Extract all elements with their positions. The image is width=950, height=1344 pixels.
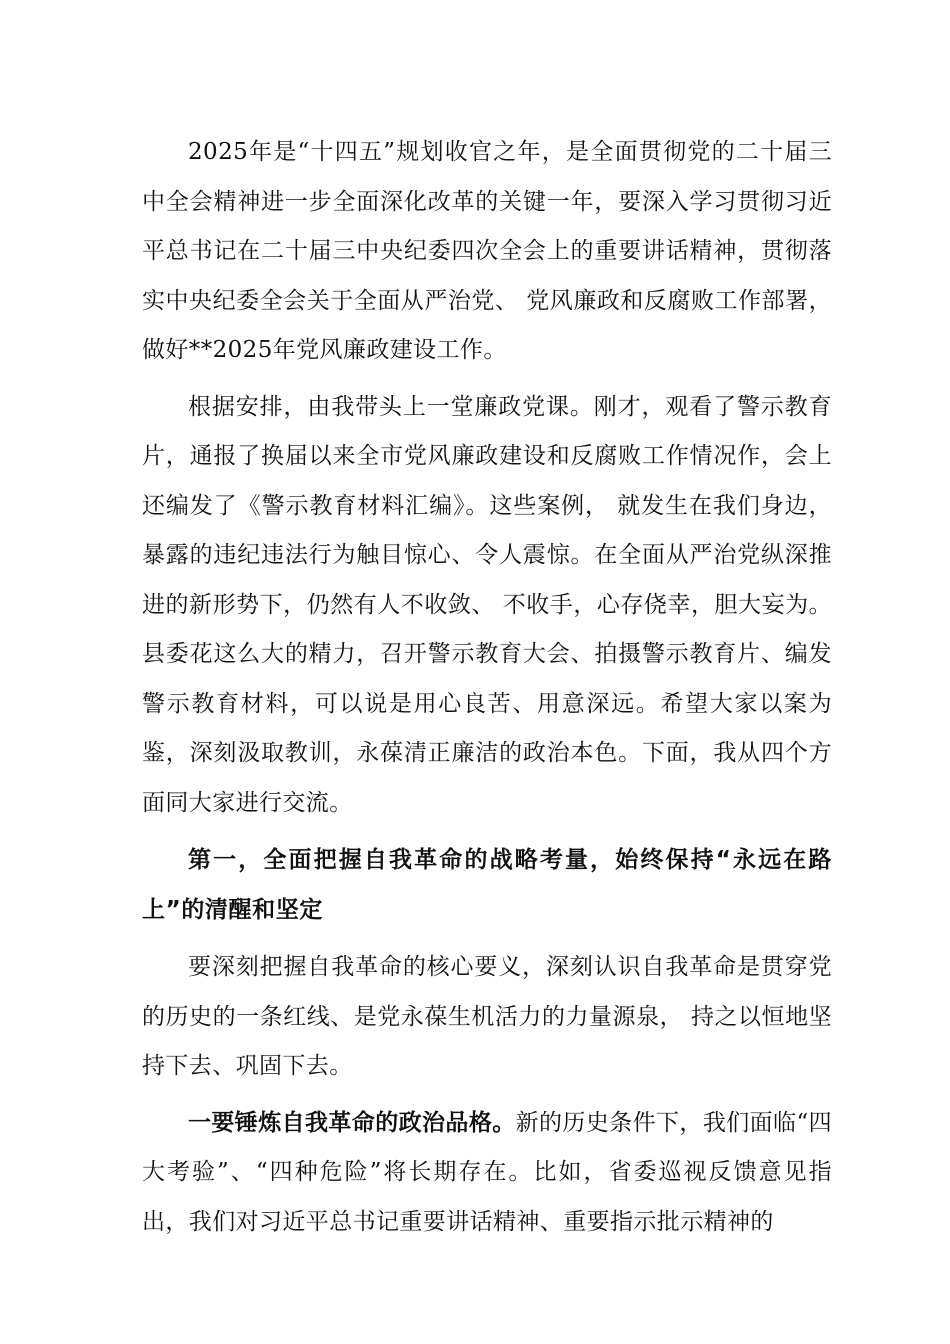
paragraph-political-character [142,1099,832,1248]
paragraph-lead-phrase: 一要锤炼自我革命的政治品格。 [188,1109,516,1136]
paragraph-context: 根据安排，由我带头上一堂廉政党课。刚才，观看了警示教育片，通报了换届以来全市党风廉政建设和反腐败工作情况作，会上还编发了《警示教育材料汇编》。这些案例， 就发生在我们身边，暴露的违纪违法行为触目惊心、令人震惊。在全面从严治党纵深推进的新形势下，仍然有人不收敛、 不收手，心存侥幸，胆大妄为。县委花这么大的精力，召开警示教育大会、拍摄警示教育片、编发警示教育材料，可以说是用心良苦、用意深远。希望大家以案为鉴，深刻汲取教训，永葆清正廉洁的政治本色。下面，我从四个方面同大家进行交流。 [142,393,832,816]
section-heading-first: 第一，全面把握自我革命的战略考量，始终保持“永远在路上”的清醒和坚定 [142,847,832,923]
document-body [142,128,832,1247]
paragraph-self-revolution: 要深刻把握自我革命的核心要义，深刻认识自我革命是贯穿党的历史的一条红线、是党永葆生机活力的力量源泉， 持之以恒地坚持下去、巩固下去。 [142,954,832,1079]
paragraph-body-text: 新的历史条件下，我们面临“四大考验”、“四种危险”将长期存在。比如，省委巡视反馈意见指出，我们对习近平总书记重要讲话精神、重要指示批示精神的 [142,1109,832,1235]
paragraph-intro: 2025年是“十四五”规划收官之年，是全面贯彻党的二十届三中全会精神进一步全面深化改革的关键一年，要深入学习贯彻习近平总书记在二十届三中央纪委四次全会上的重要讲话精神，贯彻落实中央纪委全会关于全面从严治党、 党风廉政和反腐败工作部署，做好**2025年党风廉政建设工作。 [142,139,832,363]
